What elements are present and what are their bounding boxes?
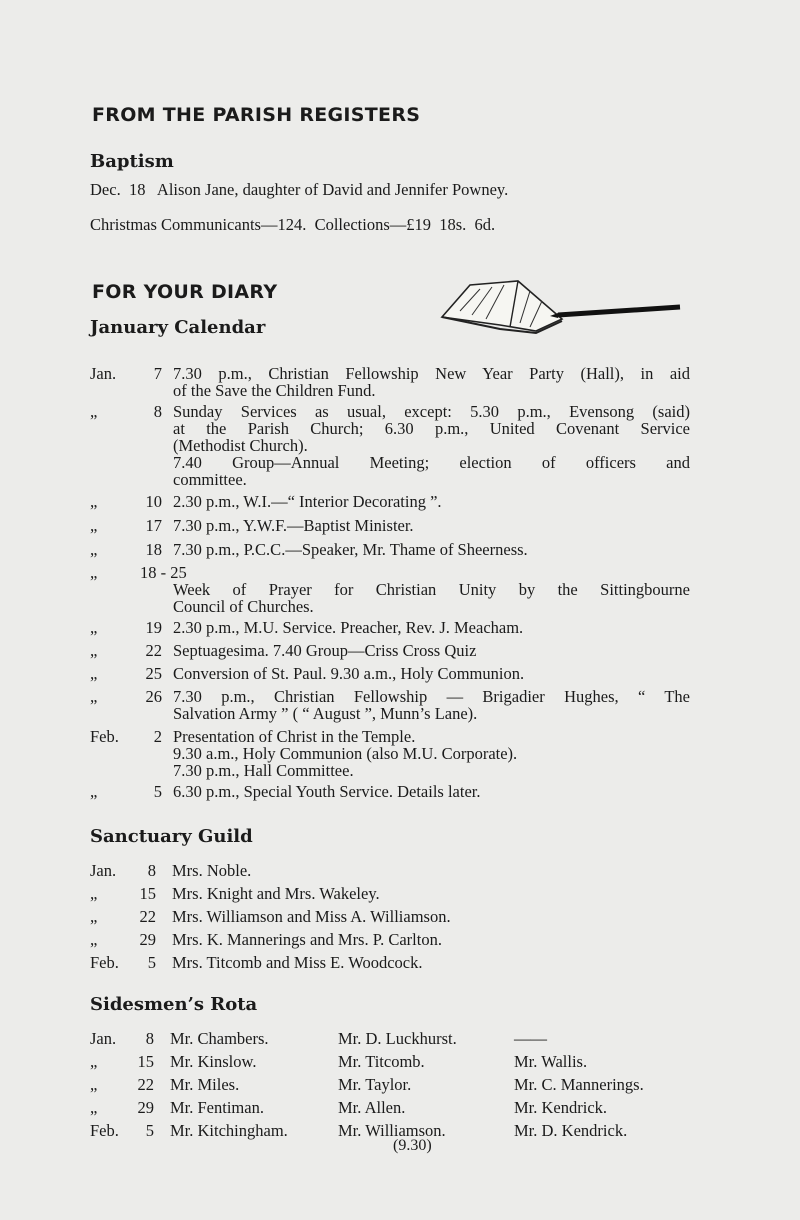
sanctuary-guild-heading: Sanctuary Guild	[90, 826, 253, 847]
rota-name-col3: Mr. Wallis.	[514, 1052, 588, 1071]
entry-line: Septuagesima. 7.40 Group—Criss Cross Quiz	[173, 641, 477, 660]
rota-name-col2: Mr. Taylor.	[338, 1075, 412, 1094]
guild-day: 22	[139, 907, 156, 926]
entry-line: Sunday Services as usual, except: 5.30 p.m., Evensong (said)	[173, 402, 690, 421]
guild-names: Mrs. Knight and Mrs. Wakeley.	[172, 884, 380, 903]
entry-month: „	[90, 664, 98, 683]
guild-month: „	[90, 884, 98, 903]
rota-name-col1: Mr. Chambers.	[170, 1029, 269, 1048]
entry-text	[173, 783, 690, 800]
entry-day: 18 - 25	[140, 563, 187, 582]
rota-name-col3: Mr. C. Mannerings.	[514, 1075, 644, 1094]
entry-month: „	[90, 563, 98, 582]
entry-month: „	[90, 492, 98, 511]
rota-name-col3: Mr. Kendrick.	[514, 1098, 608, 1117]
rota-day: 5	[145, 1121, 154, 1140]
rota-day: 15	[137, 1052, 154, 1071]
guild-month: Jan.	[90, 861, 117, 880]
guild-names: Mrs. Williamson and Miss A. Williamson.	[172, 907, 451, 926]
rota-name-col3: Mr. D. Kendrick.	[514, 1121, 628, 1140]
entry-text	[173, 688, 690, 722]
entry-month: Feb.	[90, 727, 119, 746]
entry-text	[173, 365, 690, 399]
baptism-heading: Baptism	[90, 151, 174, 172]
entry-line: Presentation of Christ in the Temple.	[173, 727, 416, 746]
guild-day: 29	[139, 930, 156, 949]
entry-day: 17	[145, 516, 162, 535]
entry-text	[173, 665, 690, 682]
rota-month: Jan.	[90, 1029, 117, 1048]
entry-line: (Methodist Church).	[173, 436, 308, 455]
entry-line: 7.30 p.m., Christian Fellowship — Brigadier Hughes, “ The	[173, 687, 690, 706]
entry-text	[173, 403, 690, 488]
guild-day: 15	[139, 884, 156, 903]
entry-day: 19	[145, 618, 162, 637]
entry-text	[173, 619, 690, 636]
entry-line: 6.30 p.m., Special Youth Service. Details later.	[173, 782, 481, 801]
entry-line: Conversion of St. Paul. 9.30 a.m., Holy Communion.	[173, 664, 525, 683]
guild-names: Mrs. Noble.	[172, 861, 252, 880]
january-calendar-heading: January Calendar	[90, 317, 266, 338]
entry-month: „	[90, 641, 98, 660]
entry-day: 18	[145, 540, 162, 559]
entry-text	[173, 493, 690, 510]
entry-text	[173, 728, 690, 779]
entry-day: 26	[145, 687, 162, 706]
rota-name-col1: Mr. Kinslow.	[170, 1052, 257, 1071]
entry-month: „	[90, 516, 98, 535]
entry-line: 7.30 p.m., P.C.C.—Speaker, Mr. Thame of Sheerness.	[173, 540, 528, 559]
rota-month: „	[90, 1075, 98, 1094]
entry-day: 7	[153, 364, 162, 383]
entry-day: 22	[145, 641, 162, 660]
page-number: (9.30)	[393, 1137, 432, 1154]
entry-month: „	[90, 540, 98, 559]
entry-day: 8	[153, 402, 162, 421]
entry-text	[173, 541, 690, 558]
guild-day: 5	[147, 953, 156, 972]
guild-month: „	[90, 930, 98, 949]
entry-text	[173, 642, 690, 659]
entry-day: 2	[153, 727, 162, 746]
communicants-line: Christmas Communicants—124. Collections—£19 18s. 6d.	[90, 215, 496, 234]
rota-name-col2: Mr. D. Luckhurst.	[338, 1029, 457, 1048]
baptism-entry: Dec. 18 Alison Jane, daughter of David and Jennifer Powney.	[90, 180, 509, 199]
entry-month: Jan.	[90, 364, 117, 383]
guild-names: Mrs. K. Mannerings and Mrs. P. Carlton.	[172, 930, 442, 949]
entry-month: „	[90, 782, 98, 801]
guild-month: „	[90, 907, 98, 926]
entry-line: 9.30 a.m., Holy Communion (also M.U. Corporate).	[173, 744, 518, 763]
rota-name-col1: Mr. Kitchingham.	[170, 1121, 288, 1140]
entry-line: 2.30 p.m., M.U. Service. Preacher, Rev. J. Meacham.	[173, 618, 524, 637]
entry-month: „	[90, 618, 98, 637]
rota-day: 29	[137, 1098, 154, 1117]
rota-day: 22	[137, 1075, 154, 1094]
rota-name-col3: ——	[514, 1029, 547, 1048]
entry-text	[173, 581, 690, 615]
entry-line: Week of Prayer for Christian Unity by the Sittingbourne	[173, 580, 690, 599]
entry-month: „	[90, 687, 98, 706]
diary-title: FOR YOUR DIARY	[92, 281, 278, 303]
guild-month: Feb.	[90, 953, 119, 972]
rota-day: 8	[145, 1029, 154, 1048]
rota-month: „	[90, 1052, 98, 1071]
entry-month: „	[90, 402, 98, 421]
rota-name-col2: Mr. Allen.	[338, 1098, 406, 1117]
entry-text	[173, 517, 690, 534]
entry-line: of the Save the Children Fund.	[173, 381, 376, 400]
rota-name-col1: Mr. Miles.	[170, 1075, 240, 1094]
entry-line: 2.30 p.m., W.I.—“ Interior Decorating ”.	[173, 492, 442, 511]
sidesmen-rota-heading: Sidesmen’s Rota	[90, 994, 258, 1015]
entry-line: 7.30 p.m., Christian Fellowship New Year Party (Hall), in aid	[173, 364, 690, 383]
entry-day: 25	[145, 664, 162, 683]
entry-line: at the Parish Church; 6.30 p.m., United Covenant Service	[173, 419, 690, 438]
entry-line: 7.30 p.m., Hall Committee.	[173, 761, 354, 780]
rota-name-col2: Mr. Williamson.	[338, 1121, 446, 1140]
rota-month: „	[90, 1098, 98, 1117]
entry-line: 7.40 Group—Annual Meeting; election of officers and	[173, 453, 690, 472]
guild-day: 8	[147, 861, 156, 880]
entry-line: Council of Churches.	[173, 597, 314, 616]
entry-day: 10	[145, 492, 162, 511]
guild-names: Mrs. Titcomb and Miss E. Woodcock.	[172, 953, 423, 972]
rota-month: Feb.	[90, 1121, 119, 1140]
entry-line: Salvation Army ” ( “ August ”, Munn’s Lane).	[173, 704, 478, 723]
open-diary-icon	[440, 275, 690, 335]
rota-name-col2: Mr. Titcomb.	[338, 1052, 425, 1071]
entry-day: 5	[153, 782, 162, 801]
entry-line: 7.30 p.m., Y.W.F.—Baptist Minister.	[173, 516, 414, 535]
entry-line: committee.	[173, 470, 247, 489]
rota-name-col1: Mr. Fentiman.	[170, 1098, 264, 1117]
parish-registers-title: FROM THE PARISH REGISTERS	[92, 104, 421, 126]
